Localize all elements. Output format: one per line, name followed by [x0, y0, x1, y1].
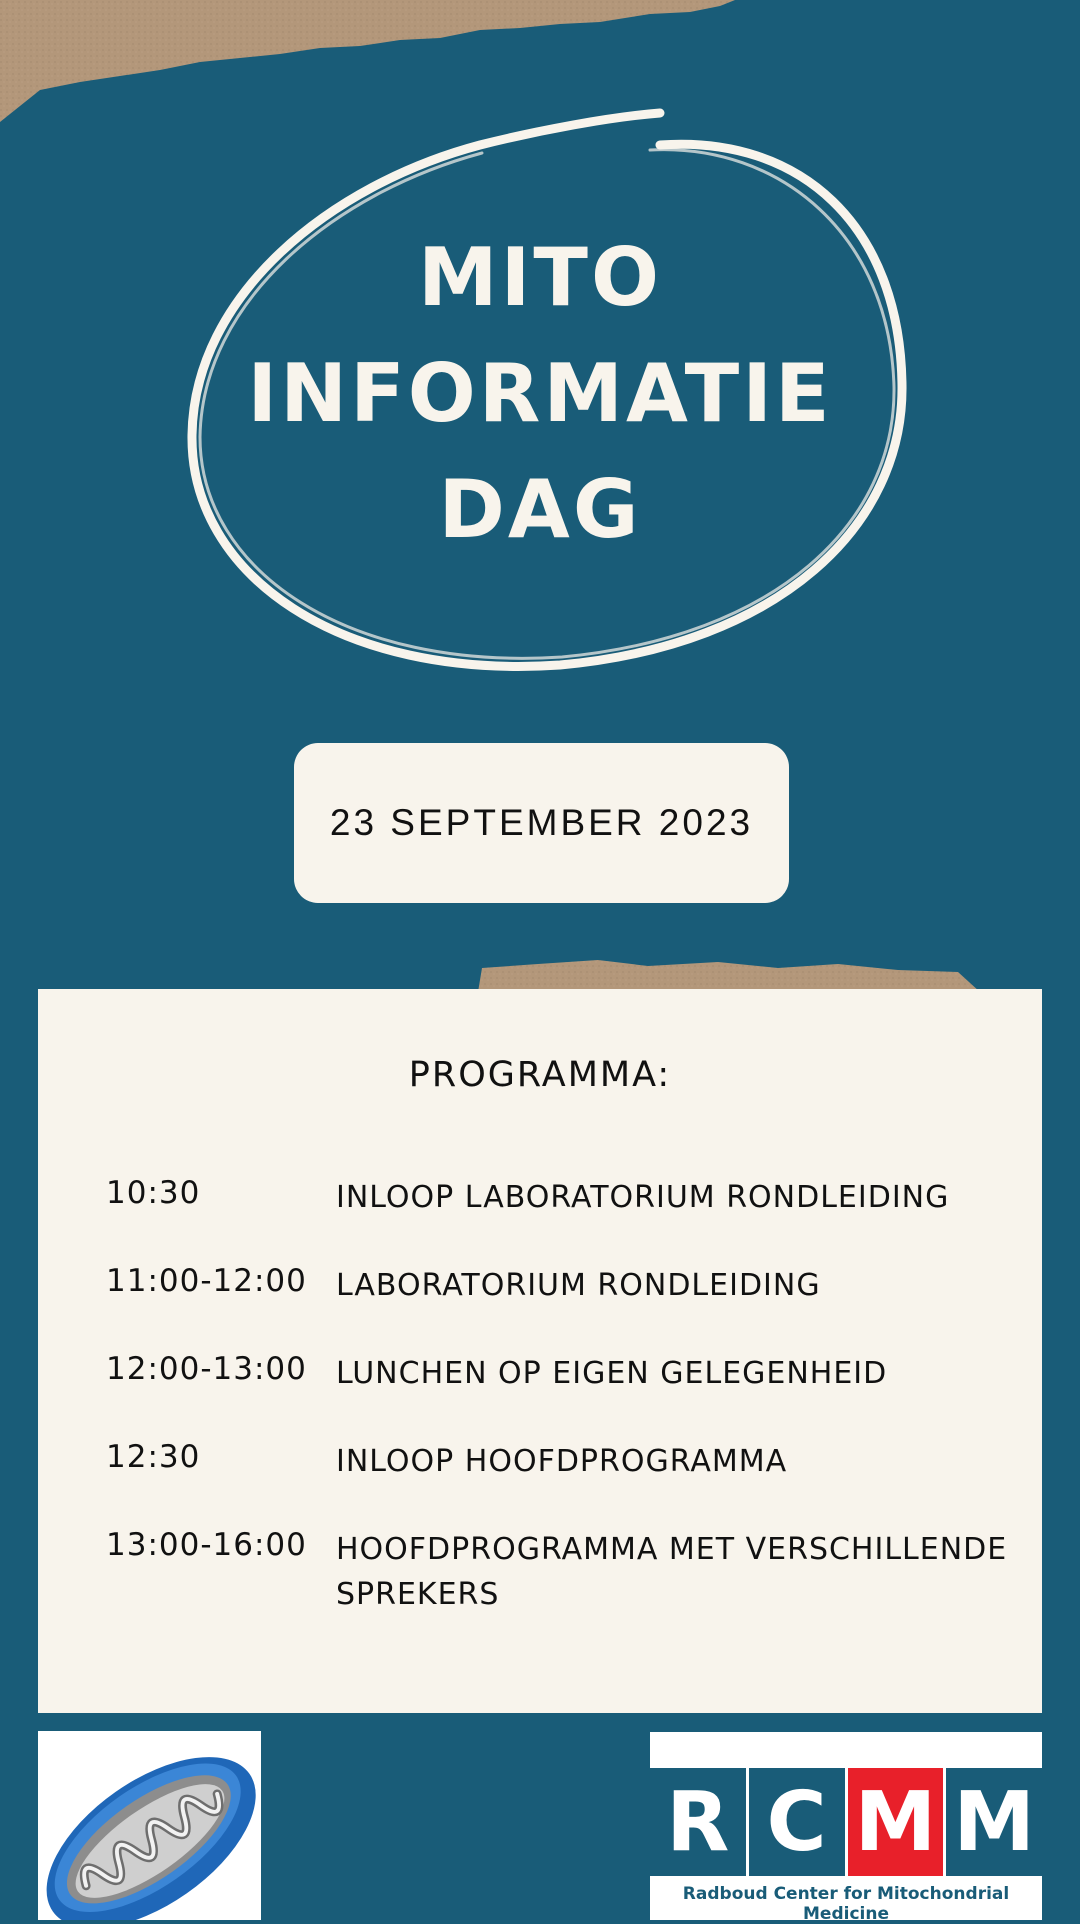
- program-time: 10:30: [106, 1175, 201, 1211]
- program-time: 12:30: [106, 1439, 201, 1475]
- program-card: [38, 989, 1042, 1713]
- tape-strip-decoration: [478, 958, 980, 992]
- title-line: DAG: [438, 463, 642, 556]
- event-date: 23 SEPTEMBER 2023: [329, 802, 754, 843]
- program-time: 11:00-12:00: [106, 1263, 307, 1299]
- date-badge: [294, 743, 789, 903]
- program-time: 12:00-13:00: [106, 1351, 307, 1387]
- logo-letter: R: [650, 1768, 749, 1876]
- event-title: [0, 220, 1080, 568]
- mitochondrion-image: [38, 1731, 261, 1920]
- mitochondrion-icon: [38, 1731, 261, 1920]
- program-heading: PROGRAMMA:: [408, 1055, 672, 1095]
- title-line: MITO: [418, 231, 662, 324]
- program-description: INLOOP LABORATORIUM RONDLEIDING: [336, 1180, 950, 1215]
- program-description: INLOOP HOOFDPROGRAMMA: [336, 1444, 788, 1479]
- program-time: 13:00-16:00: [106, 1527, 307, 1563]
- program-description: LABORATORIUM RONDLEIDING: [336, 1268, 821, 1303]
- logo-letter: M: [848, 1768, 947, 1876]
- rcmm-logo: [650, 1732, 1042, 1924]
- program-description: HOOFDPROGRAMMA MET VERSCHILLENDE SPREKERS: [336, 1532, 1008, 1612]
- logo-subtitle: Radboud Center for Mitochondrial Medicine: [682, 1884, 1010, 1924]
- logo-letter: C: [749, 1768, 848, 1876]
- title-line: INFORMATIE: [247, 347, 833, 440]
- program-description: LUNCHEN OP EIGEN GELEGENHEID: [336, 1356, 888, 1391]
- logo-letter: M: [946, 1768, 1042, 1876]
- logo-letters: [650, 1768, 1042, 1876]
